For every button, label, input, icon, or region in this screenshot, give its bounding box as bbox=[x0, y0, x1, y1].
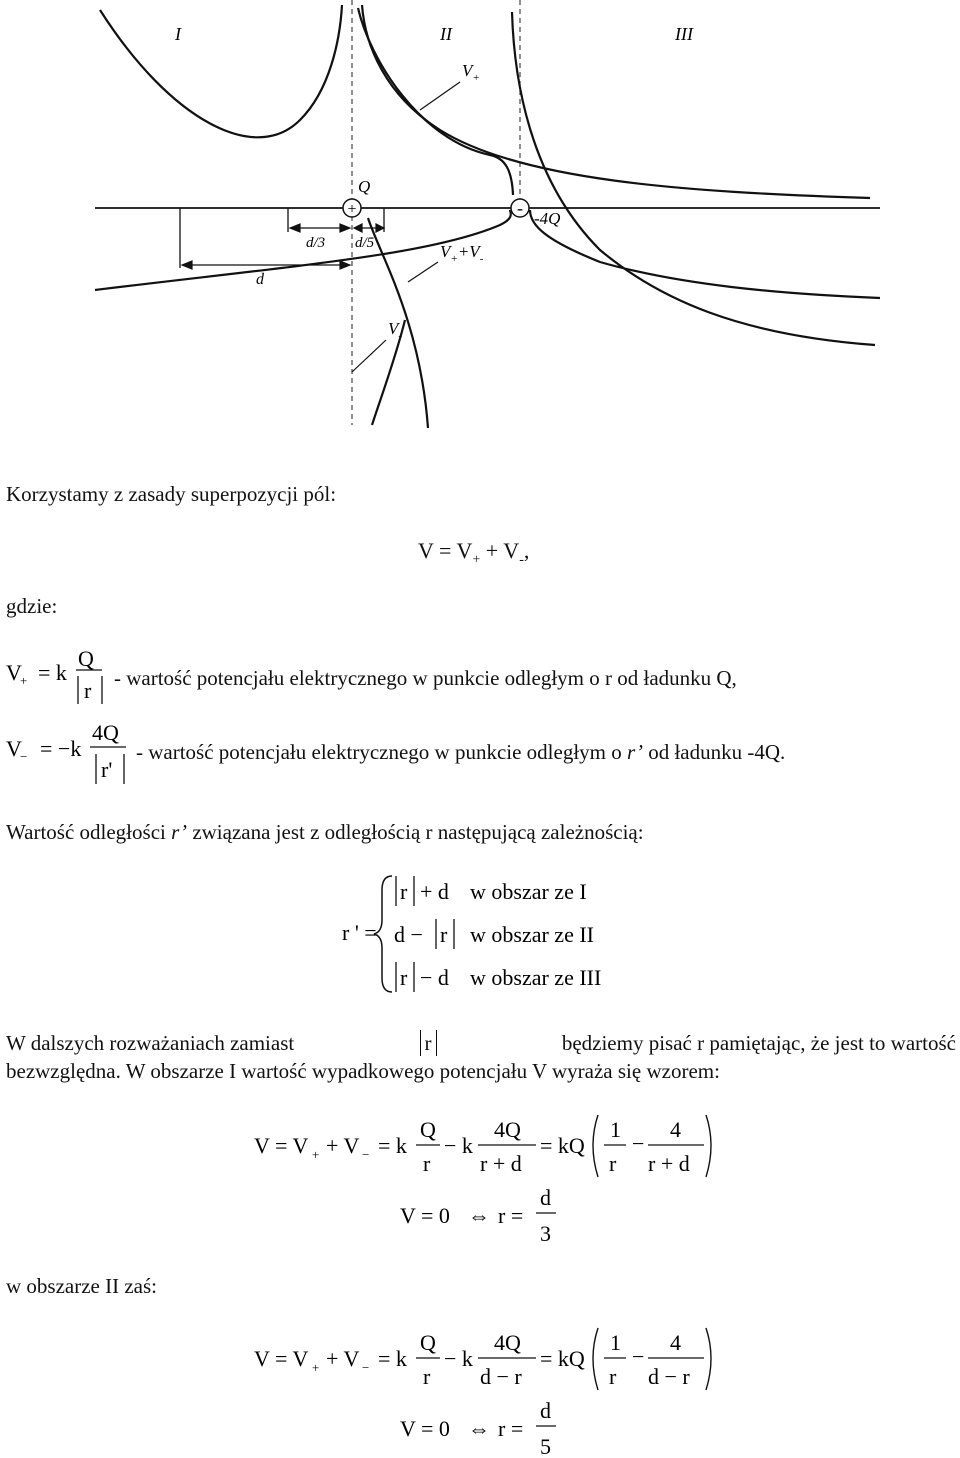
svg-text:−: − bbox=[20, 749, 28, 764]
svg-text:+ d: + d bbox=[420, 879, 449, 904]
svg-text:V = 0: V = 0 bbox=[400, 1416, 450, 1441]
vminus-description: - wartość potencjału elektrycznego w punkcie odległym o r’ od ładunku -4Q. bbox=[136, 740, 786, 764]
svg-text:4Q: 4Q bbox=[494, 1117, 521, 1142]
svg-text:-: - bbox=[517, 198, 523, 218]
v-sum-label: $V_++V_-$ bbox=[440, 242, 484, 265]
svg-text:1: 1 bbox=[610, 1330, 621, 1355]
svg-text:= k: = k bbox=[38, 660, 67, 685]
svg-text:+: + bbox=[347, 201, 357, 218]
svg-text:5: 5 bbox=[540, 1434, 551, 1458]
region2-label: w obszarze II zaś: bbox=[6, 1274, 157, 1298]
v-plus-label: $V_+$ bbox=[462, 61, 480, 84]
v-plus-leader bbox=[420, 82, 460, 110]
svg-text:− k: − k bbox=[444, 1133, 473, 1158]
svg-text:d − r: d − r bbox=[648, 1364, 690, 1389]
relation-text: Wartość odległości r’ związana jest z odległością r następującą zależnością: bbox=[6, 820, 644, 844]
svg-text:r =: r = bbox=[498, 1416, 524, 1441]
dim-d3 bbox=[290, 224, 350, 232]
svg-text:V = 0: V = 0 bbox=[400, 1203, 450, 1228]
svg-text:d − r: d − r bbox=[480, 1364, 522, 1389]
svg-text:− k: − k bbox=[444, 1346, 473, 1371]
svg-text:3: 3 bbox=[540, 1221, 551, 1246]
vplus-formula bbox=[0, 640, 120, 710]
vplus-description: - wartość potencjału elektrycznego w punkcie odległym o r od ładunku Q, bbox=[114, 666, 737, 690]
region2-formula bbox=[240, 1318, 960, 1458]
svg-text:−: − bbox=[632, 1344, 645, 1369]
svg-text:Q: Q bbox=[420, 1117, 436, 1142]
further-line-1: W dalszych rozważaniach zamiast r będziemy pisać r pamiętając, że jest to wartość bbox=[6, 1030, 956, 1055]
gdzie-label: gdzie: bbox=[6, 594, 58, 618]
svg-text:+: + bbox=[312, 1147, 320, 1162]
svg-text:−: − bbox=[362, 1147, 370, 1162]
svg-text:4Q: 4Q bbox=[92, 720, 119, 745]
svg-text:= k: = k bbox=[378, 1346, 407, 1371]
svg-text:r: r bbox=[400, 965, 408, 990]
region1-formula bbox=[240, 1105, 960, 1255]
charge-q-label: Q bbox=[358, 177, 371, 196]
svg-text:⇔: ⇔ bbox=[468, 1203, 490, 1228]
dim-d3-label: d/3 bbox=[306, 235, 326, 251]
svg-text:d: d bbox=[540, 1185, 551, 1210]
dim-d5 bbox=[354, 224, 384, 232]
svg-text:r: r bbox=[440, 922, 448, 947]
svg-text:d −: d − bbox=[394, 922, 423, 947]
negative-charge-icon bbox=[511, 198, 529, 218]
svg-text:r ' =: r ' = bbox=[342, 920, 377, 945]
v-plus-curve bbox=[100, 5, 342, 137]
svg-text:⇔: ⇔ bbox=[468, 1416, 490, 1441]
svg-text:V: V bbox=[6, 736, 22, 761]
v-minus-curve-right bbox=[530, 210, 880, 298]
potential-figure bbox=[0, 0, 960, 430]
svg-text:r': r' bbox=[101, 757, 113, 782]
further-line-2: bezwzględna. W obszarze I wartość wypadkowego potencjału V wyraża się wzorem: bbox=[6, 1059, 720, 1083]
svg-text:d: d bbox=[540, 1398, 551, 1423]
svg-text:+ V: + V bbox=[326, 1133, 360, 1158]
vminus-formula bbox=[0, 714, 140, 794]
charge-4q-label: -4Q bbox=[534, 209, 561, 228]
superposition-formula: $V = V_+ + V_-$, bbox=[418, 538, 530, 568]
svg-text:r: r bbox=[609, 1364, 617, 1389]
svg-text:V = V: V = V bbox=[254, 1346, 309, 1371]
svg-text:V: V bbox=[6, 660, 22, 685]
svg-text:+: + bbox=[20, 673, 28, 688]
svg-text:−: − bbox=[632, 1131, 645, 1156]
v-minus-label: $V_-$ bbox=[388, 319, 403, 342]
svg-text:= kQ: = kQ bbox=[540, 1133, 585, 1158]
svg-text:Q: Q bbox=[420, 1330, 436, 1355]
svg-text:V = V: V = V bbox=[254, 1133, 309, 1158]
region-label-2: II bbox=[440, 24, 452, 44]
svg-text:+: + bbox=[312, 1360, 320, 1375]
svg-text:r: r bbox=[423, 1364, 431, 1389]
svg-text:− d: − d bbox=[420, 965, 449, 990]
svg-text:r: r bbox=[84, 678, 92, 703]
rprime-piecewise bbox=[330, 868, 650, 998]
svg-text:= −k: = −k bbox=[40, 736, 82, 761]
svg-text:4Q: 4Q bbox=[494, 1330, 521, 1355]
svg-text:4: 4 bbox=[670, 1117, 681, 1142]
svg-text:Q: Q bbox=[78, 646, 94, 671]
svg-text:−: − bbox=[362, 1360, 370, 1375]
intro-text: Korzystamy z zasady superpozycji pól: bbox=[6, 482, 337, 506]
svg-text:r: r bbox=[609, 1151, 617, 1176]
v-plus-curve-right bbox=[362, 5, 870, 198]
region-label-3: III bbox=[675, 24, 693, 44]
svg-text:1: 1 bbox=[610, 1117, 621, 1142]
svg-text:r + d: r + d bbox=[648, 1151, 690, 1176]
svg-text:+ V: + V bbox=[326, 1346, 360, 1371]
svg-text:r + d: r + d bbox=[480, 1151, 522, 1176]
v-sum-leader bbox=[408, 262, 438, 282]
v-sum-curve-top bbox=[358, 8, 513, 195]
svg-text:r: r bbox=[400, 879, 408, 904]
svg-text:w obszar ze III: w obszar ze III bbox=[470, 965, 602, 990]
svg-text:w obszar ze I: w obszar ze I bbox=[470, 879, 587, 904]
svg-text:r: r bbox=[423, 1151, 431, 1176]
dim-d5-label: d/5 bbox=[355, 235, 375, 251]
v-minus-leader bbox=[352, 340, 386, 372]
dim-d-label: d bbox=[256, 271, 264, 288]
svg-text:= k: = k bbox=[378, 1133, 407, 1158]
positive-charge-icon bbox=[343, 199, 361, 218]
svg-text:= kQ: = kQ bbox=[540, 1346, 585, 1371]
region-label-1: I bbox=[175, 24, 181, 44]
svg-text:4: 4 bbox=[670, 1330, 681, 1355]
svg-text:r =: r = bbox=[498, 1203, 524, 1228]
svg-text:w obszar ze II: w obszar ze II bbox=[470, 922, 594, 947]
